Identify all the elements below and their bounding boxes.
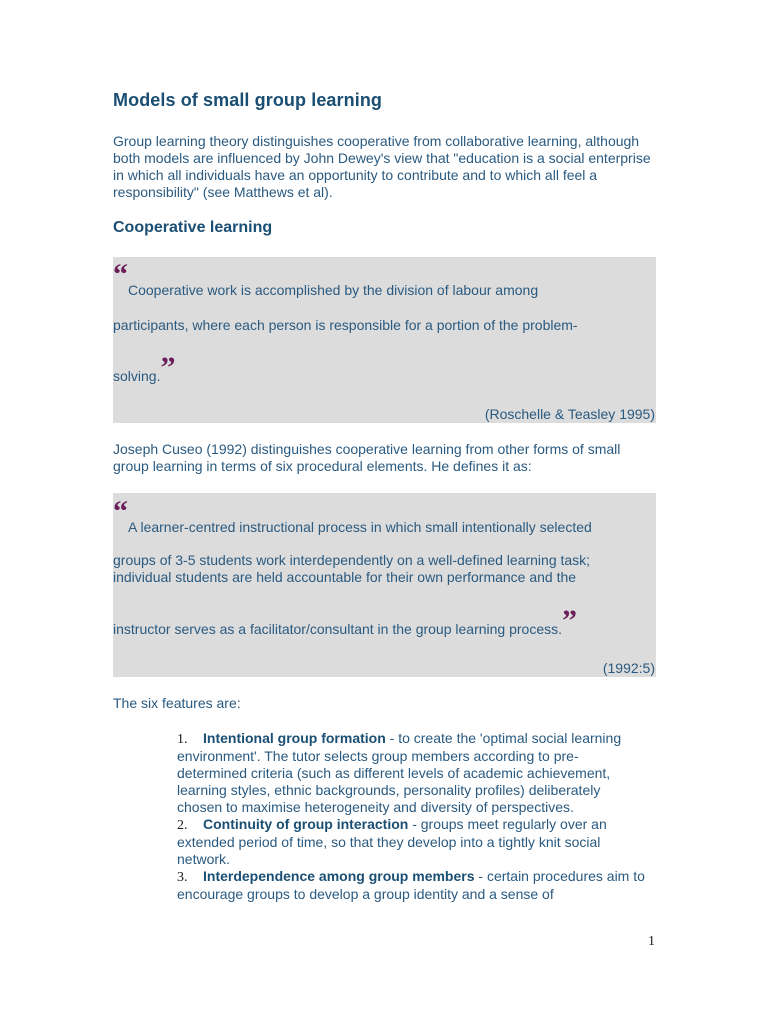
list-item [177, 730, 647, 816]
quote-line [113, 552, 590, 569]
close-quote-icon: ” [562, 604, 578, 637]
list-number: 1. [177, 732, 188, 747]
cuseo-paragraph: Joseph Cuseo (1992) distinguishes cooperative learning from other forms of small group learning in terms of six procedural elements. He defines it as: [113, 441, 621, 474]
open-quote-icon: “ [113, 495, 128, 528]
quote-line [113, 604, 578, 638]
quote-text: A learner-centred instructional process in which small intentionally selected [128, 519, 592, 535]
quote-line [113, 495, 592, 536]
feature-term: Interdependence among group members [203, 868, 475, 884]
quote-line [113, 351, 176, 385]
quote-citation: (1992:5) [602, 660, 655, 676]
list-number: 2. [177, 818, 188, 833]
quote-text: individual students are held accountable for their own performance and the [113, 569, 577, 585]
quote-text: Cooperative work is accomplished by the division of labour among [128, 282, 539, 298]
quote-text: solving. [113, 368, 161, 384]
quote-block-roschelle [113, 257, 656, 423]
quote-block-cuseo [113, 493, 656, 677]
page-number: 1 [648, 934, 655, 949]
feature-term: Intentional group formation [203, 730, 386, 746]
quote-line [113, 317, 578, 334]
feature-description: - certain procedures aim to encourage groups to develop a group identity and a sense of [177, 868, 645, 902]
page-title: Models of small group learning [113, 90, 383, 110]
list-number: 3. [177, 870, 188, 885]
close-quote-icon: ” [160, 351, 176, 384]
feature-description: - to create the 'optimal social learning environment'. The tutor selects group members according to pre-determined criteria (such as different levels of academic achievement, learning styles, ethnic backgrounds, personality profiles) deliberately chosen to maximise heterogeneity and diversity of perspectives. [177, 730, 622, 815]
open-quote-icon: “ [113, 258, 128, 291]
quote-citation: (Roschelle & Teasley 1995) [484, 406, 655, 422]
quote-text: instructor serves as a facilitator/consultant in the group learning process. [113, 621, 563, 637]
quote-text: participants, where each person is responsible for a portion of the problem- [113, 317, 578, 333]
section-heading: Cooperative learning [113, 219, 273, 236]
list-item [177, 868, 647, 903]
list-item [177, 816, 647, 868]
intro-paragraph: Group learning theory distinguishes cooperative from collaborative learning, although both models are influenced by John Dewey's view that "education is a social enterprise in which all individuals have an opportunity to contribute and to which all feel a responsibility" (see Matthews et al). [113, 133, 651, 200]
features-intro: The six features are: [113, 695, 241, 711]
quote-text: groups of 3-5 students work interdependently on a well-defined learning task; [113, 552, 591, 568]
feature-description: - groups meet regularly over an extended period of time, so that they develop into a tightly knit social network. [177, 816, 607, 867]
quote-line [113, 258, 539, 299]
quote-line [113, 569, 576, 586]
feature-term: Continuity of group interaction [203, 816, 409, 832]
features-list [177, 730, 647, 903]
